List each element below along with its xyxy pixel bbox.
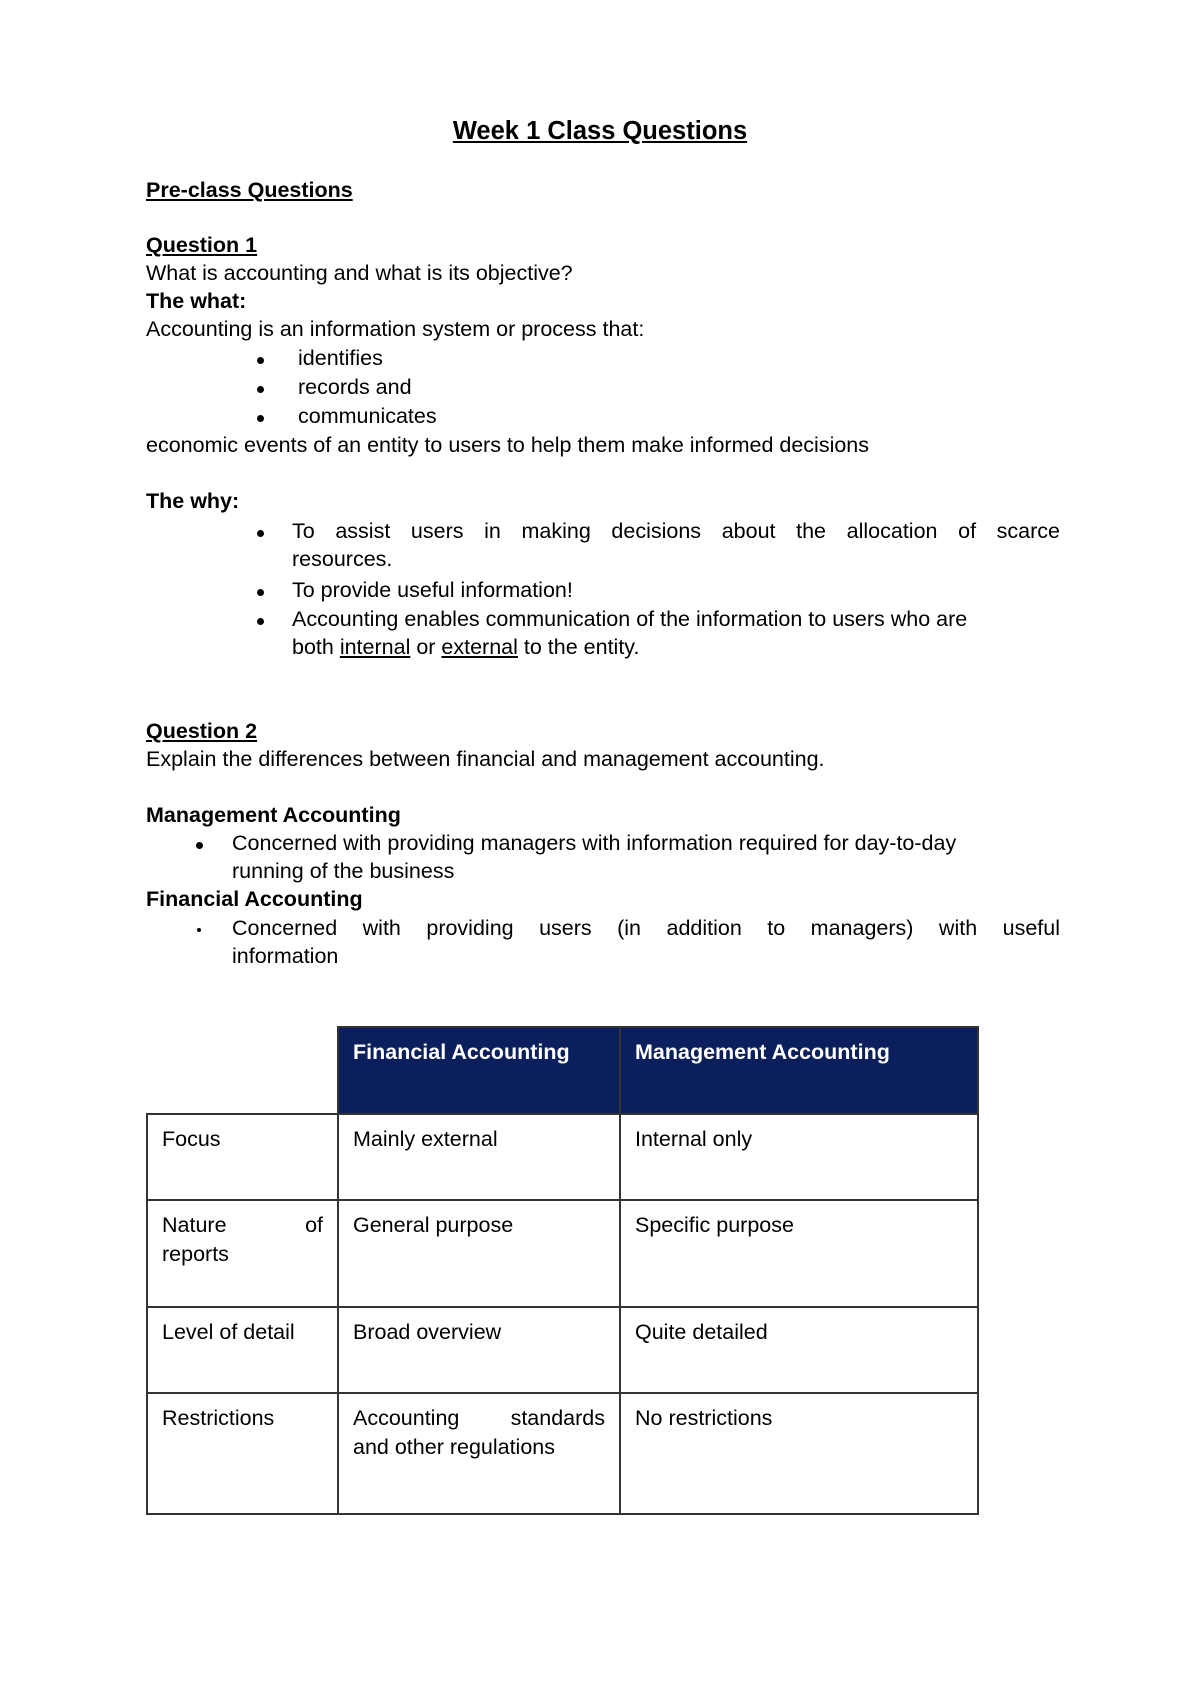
table-row (147, 1393, 978, 1514)
management-bullet-line-2: running of the business (232, 859, 455, 883)
bullet-icon (257, 415, 264, 422)
financial-bullet-line-2: information (232, 944, 339, 968)
table-corner-cell (147, 1027, 338, 1114)
row-label-nature-of-reports: Nature of reports (147, 1200, 338, 1307)
question-1-text: What is accounting and what is its objective? (146, 261, 573, 285)
bullet-icon (197, 928, 201, 932)
why-bullet-3-line-2: both internal or external to the entity. (292, 635, 640, 659)
header-management-accounting: Management Accounting (620, 1027, 978, 1114)
internal-term: internal (339, 635, 411, 659)
financial-bullet-line-1: Concerned with providing users (in addition to managers) with useful (232, 916, 1060, 940)
cell-management: Specific purpose (620, 1200, 978, 1307)
cell-financial: Accounting standards and other regulations (338, 1393, 620, 1514)
why-bullet-1-line-2: resources. (292, 547, 393, 571)
bullet-icon (257, 357, 264, 364)
header-financial-accounting: Financial Accounting (338, 1027, 620, 1114)
cell-management: Quite detailed (620, 1307, 978, 1393)
question-1-label: Question 1 (146, 233, 258, 257)
external-term: external (441, 635, 518, 659)
management-bullet-line-1: Concerned with providing managers with information required for day-to-day (232, 831, 957, 855)
why-bullet-3-line-1: Accounting enables communication of the information to users who are (292, 607, 968, 631)
question-2-label: Question 2 (146, 719, 258, 743)
page-title: Week 1 Class Questions (452, 117, 748, 145)
bullet-icon (196, 842, 203, 849)
what-bullet-records: records and (298, 375, 412, 399)
row-label-level-of-detail: Level of detail (147, 1307, 338, 1393)
question-2-text: Explain the differences between financial and management accounting. (146, 747, 825, 771)
table-row (147, 1200, 978, 1307)
cell-management: No restrictions (620, 1393, 978, 1514)
what-heading: The what: (146, 289, 247, 313)
management-accounting-heading: Management Accounting (146, 803, 401, 827)
comparison-table (146, 1026, 979, 1515)
what-bullet-identifies: identifies (298, 346, 383, 370)
why-heading: The why: (146, 489, 240, 513)
row-label-focus: Focus (147, 1114, 338, 1200)
what-intro: Accounting is an information system or process that: (146, 317, 645, 341)
what-bullet-communicates: communicates (298, 404, 437, 428)
financial-accounting-heading: Financial Accounting (146, 887, 363, 911)
row-label-restrictions: Restrictions (147, 1393, 338, 1514)
bullet-icon (257, 530, 264, 537)
table-header-row (147, 1027, 978, 1114)
why-bullet-2: To provide useful information! (292, 578, 573, 602)
cell-financial: Mainly external (338, 1114, 620, 1200)
what-outro: economic events of an entity to users to help them make informed decisions (146, 433, 870, 457)
why-bullet-1-line-1: To assist users in making decisions about the allocation of scarce (292, 519, 1060, 543)
table-row (147, 1307, 978, 1393)
bullet-icon (257, 589, 264, 596)
bullet-icon (257, 386, 264, 393)
cell-financial: Broad overview (338, 1307, 620, 1393)
section-heading: Pre-class Questions (146, 178, 353, 202)
cell-management: Internal only (620, 1114, 978, 1200)
cell-financial: General purpose (338, 1200, 620, 1307)
table-row (147, 1114, 978, 1200)
bullet-icon (257, 618, 264, 625)
